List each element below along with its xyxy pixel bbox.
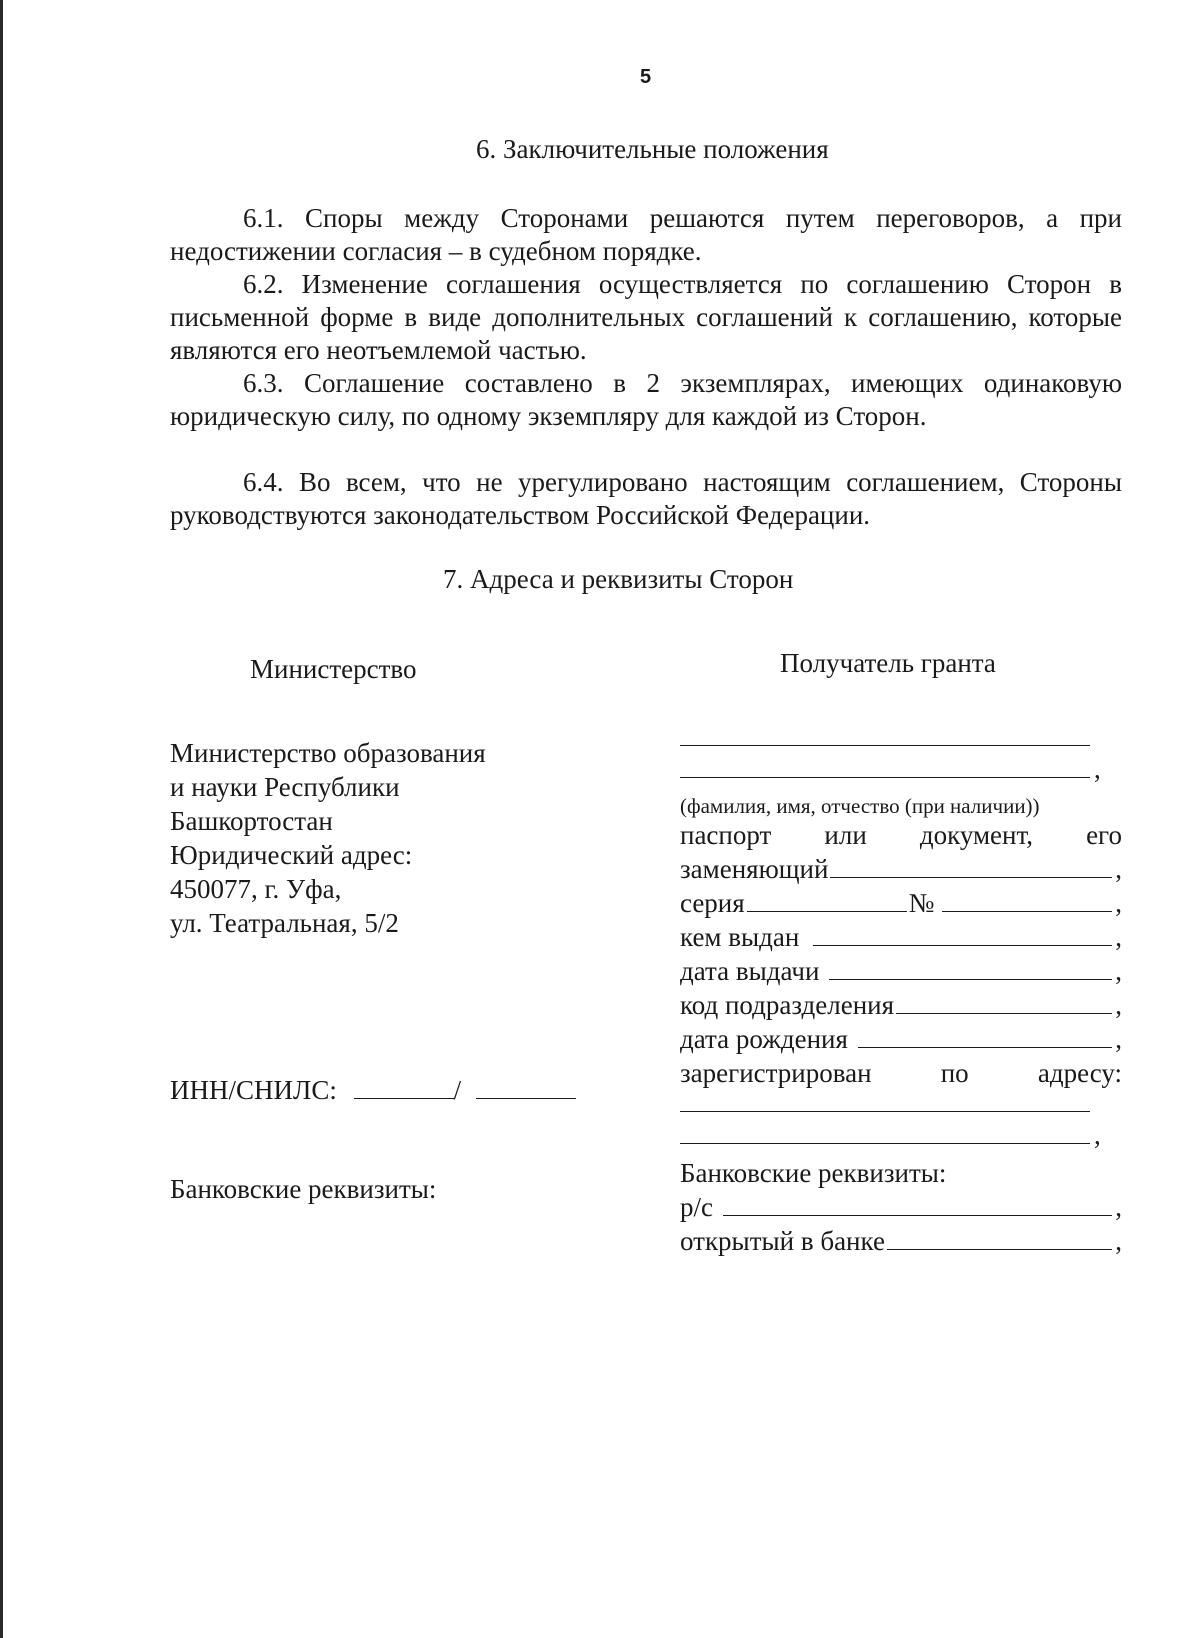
recipient-name-blank-2[interactable] xyxy=(680,776,1090,778)
comma: , xyxy=(1115,854,1122,884)
account-blank[interactable] xyxy=(723,1193,1112,1216)
passport-word: его xyxy=(1086,820,1122,850)
issued-by-blank[interactable] xyxy=(813,923,1112,946)
issue-date-blank[interactable] xyxy=(829,957,1112,980)
registered-word: по xyxy=(940,1058,969,1088)
registered-word: адресу: xyxy=(1037,1058,1122,1088)
bank-label: открытый в банке xyxy=(680,1226,885,1256)
recipient-bank-label: Банковские реквизиты: xyxy=(680,1158,947,1188)
comma: , xyxy=(1115,922,1122,952)
ministry-heading: Министерство xyxy=(250,654,417,684)
ministry-line: Министерство образования xyxy=(170,738,486,768)
passport-word: паспорт xyxy=(680,820,772,850)
page-number: 5 xyxy=(640,66,652,88)
passport-word: документ, xyxy=(919,820,1033,850)
ministry-line: Юридический адрес: xyxy=(170,840,413,870)
issue-date-row xyxy=(680,954,1122,988)
number-blank[interactable] xyxy=(942,889,1112,912)
passport-line xyxy=(680,818,1122,852)
comma: , xyxy=(1115,1024,1122,1054)
comma: , xyxy=(1094,1120,1101,1150)
birth-date-blank[interactable] xyxy=(858,1025,1112,1048)
ministry-line: 450077, г. Уфа, xyxy=(170,874,342,904)
comma: , xyxy=(1094,754,1101,784)
recipient-name-caption: (фамилия, имя, отчество (при наличии)) xyxy=(680,794,1040,818)
division-code-row xyxy=(680,988,1122,1022)
birth-date-label: дата рождения xyxy=(680,1024,848,1054)
bank-row xyxy=(680,1224,1122,1258)
issued-by-row xyxy=(680,920,1122,954)
ministry-details xyxy=(170,736,486,940)
snils-blank[interactable] xyxy=(476,1076,576,1099)
replacing-row xyxy=(680,852,1122,886)
passport-word: или xyxy=(824,820,867,850)
address-blank-1[interactable] xyxy=(680,1110,1090,1112)
series-blank[interactable] xyxy=(747,889,907,912)
recipient-name-blank-1[interactable] xyxy=(680,744,1090,746)
comma: , xyxy=(1115,956,1122,986)
comma: , xyxy=(1115,990,1122,1020)
account-row xyxy=(680,1190,1122,1224)
paragraph-6-4: 6.4. Во всем, что не урегулировано настоящим соглашением, Стороны руководствуются законодательством Российской Федерации. xyxy=(170,467,1122,530)
address-blank-2[interactable] xyxy=(680,1142,1090,1144)
replacing-label: заменяющий xyxy=(680,854,829,884)
division-code-label: код подразделения xyxy=(680,990,895,1020)
section-6-title: 6. Заключительные положения xyxy=(476,134,829,164)
inn-blank[interactable] xyxy=(354,1076,454,1099)
comma: , xyxy=(1115,888,1122,918)
recipient-bank-label-row xyxy=(680,1156,1122,1190)
inn-label: ИНН/СНИЛС: xyxy=(170,1075,337,1105)
ministry-line: ул. Театральная, 5/2 xyxy=(170,908,399,938)
series-row xyxy=(680,886,1122,920)
inn-separator: / xyxy=(453,1075,462,1105)
scan-edge xyxy=(0,0,3,1638)
bank-blank[interactable] xyxy=(887,1227,1112,1250)
comma: , xyxy=(1115,1226,1122,1256)
ministry-line: и науки Республики xyxy=(170,772,400,802)
paragraph-6-1: 6.1. Споры между Сторонами решаются путем переговоров, а при недостижении согласия – в судебном порядке. xyxy=(170,203,1122,266)
paragraph-6-3: 6.3. Соглашение составлено в 2 экземплярах, имеющих одинаковую юридическую силу, по одному экземпляру для каждой из Сторон. xyxy=(170,368,1122,431)
division-code-blank[interactable] xyxy=(896,991,1112,1014)
registered-line xyxy=(680,1056,1122,1090)
account-label: р/с xyxy=(680,1192,713,1222)
replacing-blank[interactable] xyxy=(830,855,1112,878)
section-7-title: 7. Адреса и реквизиты Сторон xyxy=(443,564,794,594)
comma: , xyxy=(1115,1192,1122,1222)
ministry-line: Башкортостан xyxy=(170,806,333,836)
registered-word: зарегистрирован xyxy=(680,1058,872,1088)
series-label: серия xyxy=(680,888,745,918)
number-sign: № xyxy=(908,888,935,918)
paragraph-6-2: 6.2. Изменение соглашения осуществляется по соглашению Сторон в письменной форме в виде дополнительных соглашений к соглашению, которые являются его неотъемлемой частью. xyxy=(170,269,1122,365)
recipient-heading: Получатель гранта xyxy=(780,648,996,678)
issue-date-label: дата выдачи xyxy=(680,956,820,986)
inn-snils-field xyxy=(170,1075,576,1106)
birth-date-row xyxy=(680,1022,1122,1056)
issued-by-label: кем выдан xyxy=(680,922,800,952)
ministry-bank-label: Банковские реквизиты: xyxy=(170,1174,437,1204)
